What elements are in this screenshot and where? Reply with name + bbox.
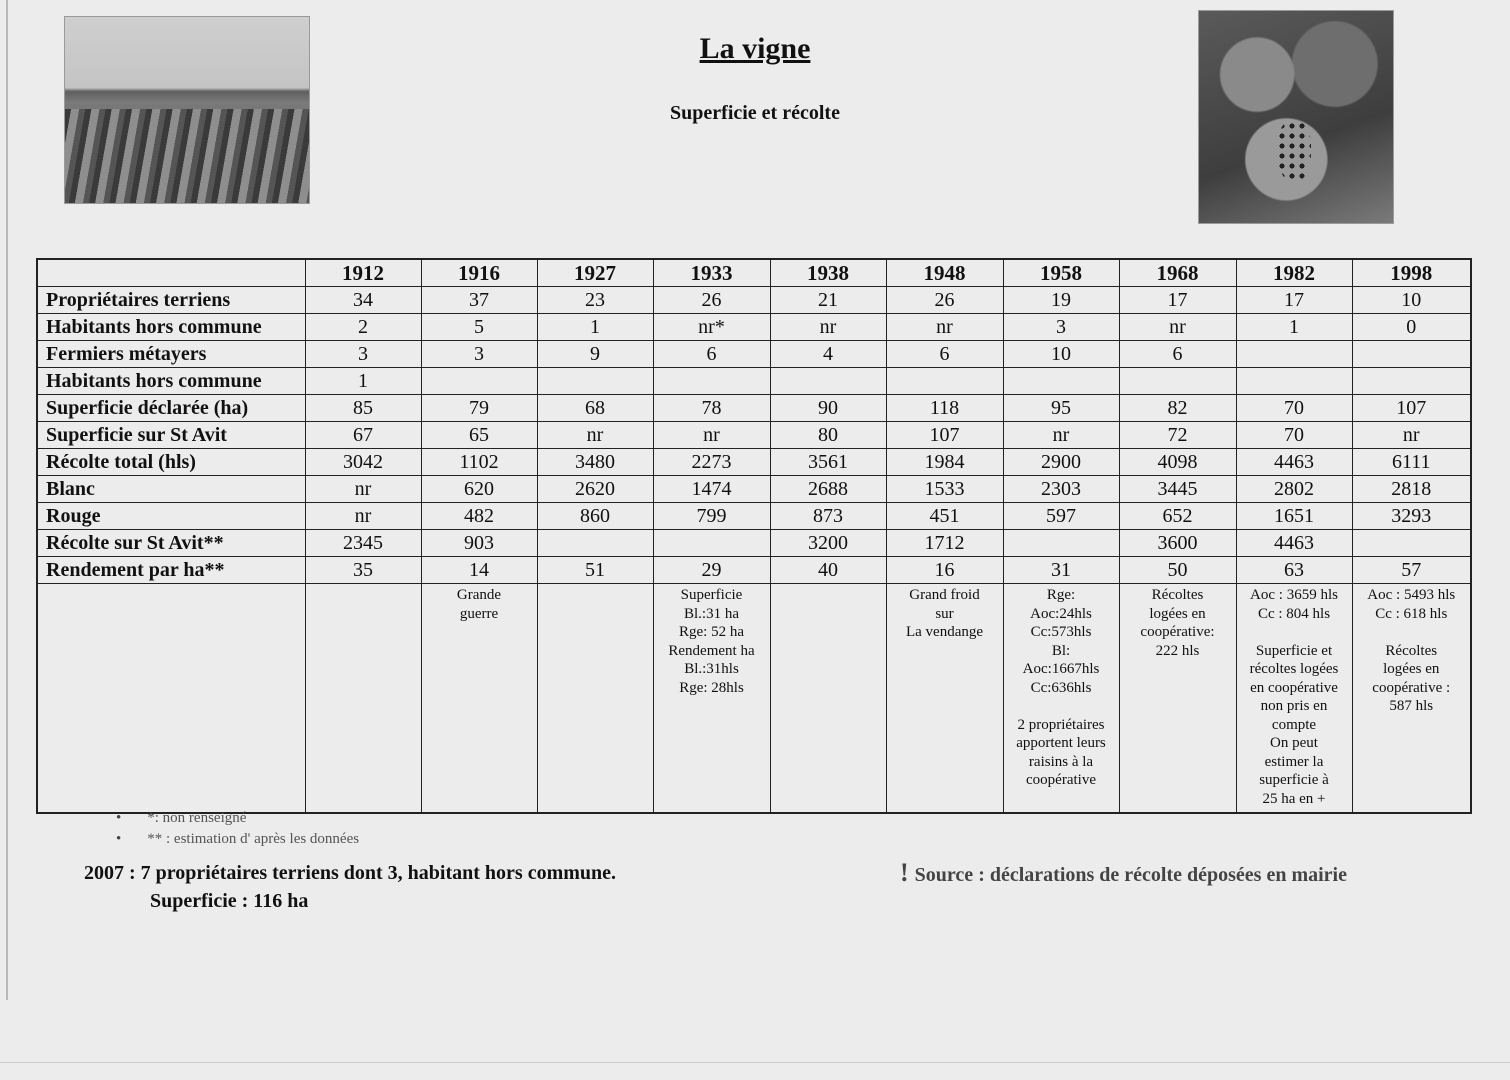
table-cell: nr [653,422,770,449]
note-cell [770,584,886,814]
table-row [37,530,1471,557]
table-cell: 2818 [1352,476,1471,503]
table-cell [1003,368,1119,395]
table-cell: 3 [305,341,421,368]
vine-data-table [36,258,1472,814]
table-cell: 451 [886,503,1003,530]
table-cell: 4 [770,341,886,368]
footnote-item: • *: non renseigné [116,808,359,829]
row-label: Habitants hors commune [37,368,305,395]
table-row [37,287,1471,314]
table-cell: 1533 [886,476,1003,503]
table-cell: 29 [653,557,770,584]
table-cell: nr [305,503,421,530]
table-cell: 10 [1003,341,1119,368]
table-cell: 4098 [1119,449,1236,476]
summary-surface: Superficie : 116 ha [150,890,309,912]
year-header: 1912 [305,259,421,287]
table-cell: 72 [1119,422,1236,449]
table-cell [770,368,886,395]
table-cell: 3 [1003,314,1119,341]
source-note [900,858,1347,888]
table-cell: 21 [770,287,886,314]
table-cell: 67 [305,422,421,449]
year-header: 1968 [1119,259,1236,287]
table-row [37,557,1471,584]
page-title: La vigne [699,32,811,65]
year-header: 1938 [770,259,886,287]
table-cell [1236,368,1352,395]
table-cell: 70 [1236,422,1352,449]
table-cell: 16 [886,557,1003,584]
table-cell: 3293 [1352,503,1471,530]
note-cell: Rge: Aoc:24hls Cc:573hls Bl: Aoc:1667hls Cc:636hls 2 propriétaires apportent leurs raisins à la coopérative [1003,584,1119,814]
year-header: 1933 [653,259,770,287]
table-cell [1236,341,1352,368]
table-cell [653,368,770,395]
footnote-legend [116,808,359,850]
table-cell: 34 [305,287,421,314]
table-cell: nr [537,422,653,449]
table-cell: 3042 [305,449,421,476]
footnote-item: • ** : estimation d' après les données [116,829,359,850]
table-cell: 118 [886,395,1003,422]
table-cell: 799 [653,503,770,530]
note-cell: Aoc : 5493 hls Cc : 618 hls Récoltes logées en coopérative : 587 hls [1352,584,1471,814]
table-cell: 82 [1119,395,1236,422]
table-cell: 70 [1236,395,1352,422]
table-cell: 3561 [770,449,886,476]
table-cell: nr [886,314,1003,341]
table-cell: 860 [537,503,653,530]
table-cell: 6111 [1352,449,1471,476]
table-cell: 2273 [653,449,770,476]
note-cell [305,584,421,814]
table-cell [653,530,770,557]
row-label: Blanc [37,476,305,503]
note-cell: Superficie Bl.:31 ha Rge: 52 ha Rendement ha Bl.:31hls Rge: 28hls [653,584,770,814]
note-cell: Récoltes logées en coopérative: 222 hls [1119,584,1236,814]
table-cell: nr [1119,314,1236,341]
table-cell: 23 [537,287,653,314]
table-cell: 68 [537,395,653,422]
table-cell: 90 [770,395,886,422]
table-cell: 1651 [1236,503,1352,530]
table-cell: 31 [1003,557,1119,584]
table-cell: nr* [653,314,770,341]
row-label: Récolte total (hls) [37,449,305,476]
corner-cell [37,259,305,287]
table-cell: 63 [1236,557,1352,584]
notes-label-cell [37,584,305,814]
table-row [37,368,1471,395]
table-cell: 17 [1119,287,1236,314]
table-row [37,314,1471,341]
table-cell: 2688 [770,476,886,503]
table-cell: 0 [1352,314,1471,341]
table-row [37,476,1471,503]
table-cell: 2 [305,314,421,341]
table-cell: nr [305,476,421,503]
table-row [37,341,1471,368]
table-cell: 50 [1119,557,1236,584]
year-header: 1916 [421,259,537,287]
table-cell: 4463 [1236,449,1352,476]
table-cell: 1474 [653,476,770,503]
table-cell: 3200 [770,530,886,557]
note-cell: Grande guerre [421,584,537,814]
table-cell: 1 [305,368,421,395]
table-cell: 3 [421,341,537,368]
table-row [37,422,1471,449]
year-header: 1948 [886,259,1003,287]
table-cell: 2345 [305,530,421,557]
row-label: Habitants hors commune [37,314,305,341]
table-cell [1003,530,1119,557]
row-label: Superficie déclarée (ha) [37,395,305,422]
summary-2007: 2007 : 7 propriétaires terriens dont 3, habitant hors commune. [84,862,617,884]
table-cell: 10 [1352,287,1471,314]
source-text: Source : déclarations de récolte déposées en mairie [914,864,1347,886]
table-cell: 903 [421,530,537,557]
table-cell: 17 [1236,287,1352,314]
table-cell [537,368,653,395]
table-cell: 873 [770,503,886,530]
table-cell: 78 [653,395,770,422]
table-cell: 620 [421,476,537,503]
table-cell: 1 [537,314,653,341]
table-cell: 40 [770,557,886,584]
table-cell: 57 [1352,557,1471,584]
table-cell: 1712 [886,530,1003,557]
table-cell [537,530,653,557]
table-cell [421,368,537,395]
page-bottom-rule [0,1062,1510,1063]
table-cell: 3445 [1119,476,1236,503]
table-cell: 37 [421,287,537,314]
year-header-row [37,259,1471,287]
table-cell: 26 [653,287,770,314]
row-label: Fermiers métayers [37,341,305,368]
exclamation-icon: ! [900,858,909,887]
table-cell: nr [770,314,886,341]
table-cell: 95 [1003,395,1119,422]
table-cell: 9 [537,341,653,368]
table-cell: 14 [421,557,537,584]
table-cell: 2802 [1236,476,1352,503]
table-cell: 2303 [1003,476,1119,503]
table-cell: 652 [1119,503,1236,530]
table-cell: 3480 [537,449,653,476]
table-cell: 1102 [421,449,537,476]
table-cell: 6 [653,341,770,368]
table-cell: 65 [421,422,537,449]
table-row [37,503,1471,530]
table-cell: 107 [886,422,1003,449]
note-cell: Aoc : 3659 hls Cc : 804 hls Superficie et récoltes logées en coopérative non pris en compte On peut estimer la superficie à 25 ha en + [1236,584,1352,814]
table-cell: 6 [886,341,1003,368]
table-cell: 35 [305,557,421,584]
note-cell [537,584,653,814]
table-cell: 597 [1003,503,1119,530]
table-row [37,449,1471,476]
table-cell [1352,530,1471,557]
year-header: 1927 [537,259,653,287]
notes-row [37,584,1471,814]
note-cell: Grand froid sur La vendange [886,584,1003,814]
table-cell [1352,368,1471,395]
year-header: 1982 [1236,259,1352,287]
table-cell: 5 [421,314,537,341]
table-cell: 1984 [886,449,1003,476]
table-cell: 79 [421,395,537,422]
row-label: Superficie sur St Avit [37,422,305,449]
row-label: Rendement par ha** [37,557,305,584]
table-cell: 6 [1119,341,1236,368]
table-row [37,395,1471,422]
table-cell: nr [1352,422,1471,449]
page-edge [6,0,8,1000]
row-label: Rouge [37,503,305,530]
page-subtitle: Superficie et récolte [670,102,840,124]
table-cell: 107 [1352,395,1471,422]
table-cell: 19 [1003,287,1119,314]
year-header: 1998 [1352,259,1471,287]
table-cell: 26 [886,287,1003,314]
table-cell: 4463 [1236,530,1352,557]
table-cell: 51 [537,557,653,584]
year-header: 1958 [1003,259,1119,287]
table-cell [1119,368,1236,395]
table-cell [1352,341,1471,368]
table-cell: 85 [305,395,421,422]
table-cell: 80 [770,422,886,449]
table-cell: nr [1003,422,1119,449]
table-cell: 2900 [1003,449,1119,476]
row-label: Récolte sur St Avit** [37,530,305,557]
table-cell: 482 [421,503,537,530]
table-cell: 3600 [1119,530,1236,557]
table-cell: 1 [1236,314,1352,341]
table-cell [886,368,1003,395]
row-label: Propriétaires terriens [37,287,305,314]
table-cell: 2620 [537,476,653,503]
